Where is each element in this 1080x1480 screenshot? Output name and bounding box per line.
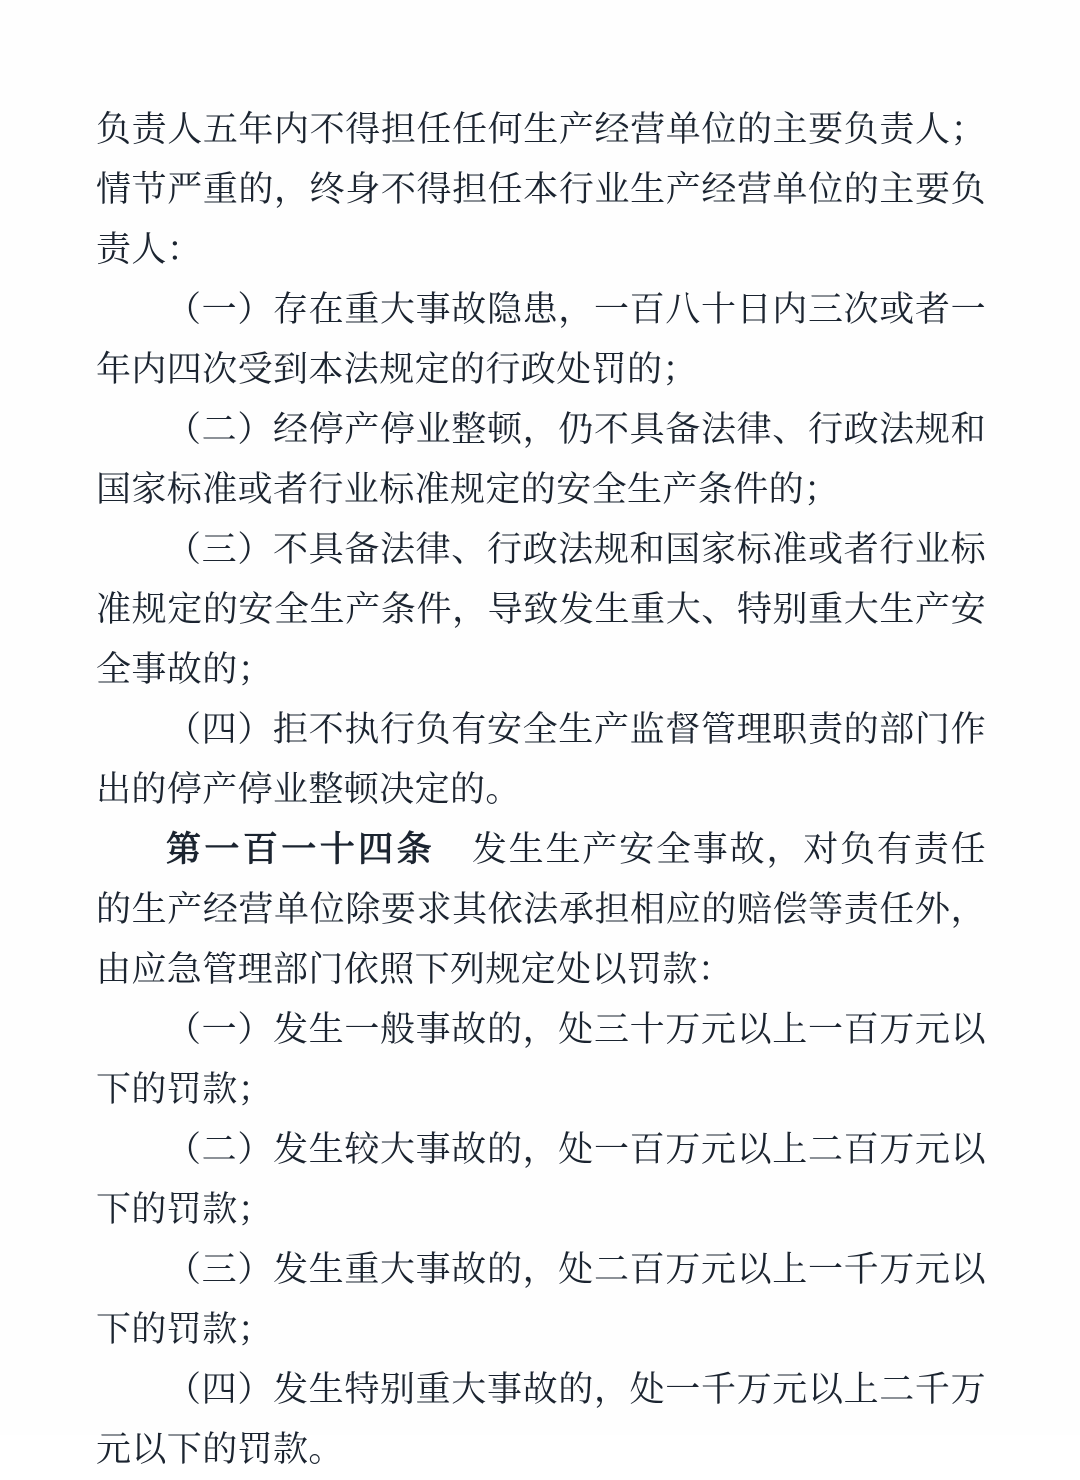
article-114-paragraph [96, 820, 986, 1000]
article-114-item-one: （一）发生一般事故的，处三十万元以上一百万元以下的罚款； [96, 1010, 986, 1110]
article-114-item-two: （二）发生较大事故的，处一百万元以上二百万元以下的罚款； [96, 1130, 986, 1230]
article-114-heading: 第一百一十四条 [166, 829, 435, 870]
document-body [96, 100, 986, 1480]
list-item-four: （四）拒不执行负有安全生产监督管理职责的部门作出的停产停业整顿决定的。 [96, 710, 986, 810]
article-114-body: 发生生产安全事故，对负有责任的生产经营单位除要求其依法承担相应的赔偿等责任外，由应急管理部门依照下列规定处以罚款： [96, 830, 986, 990]
article-114-spacer [435, 830, 472, 870]
list-item-one: （一）存在重大事故隐患，一百八十日内三次或者一年内四次受到本法规定的行政处罚的； [96, 290, 986, 390]
list-item-two: （二）经停产停业整顿，仍不具备法律、行政法规和国家标准或者行业标准规定的安全生产条件的； [96, 410, 986, 510]
article-114-item-three: （三）发生重大事故的，处二百万元以上一千万元以下的罚款； [96, 1250, 986, 1350]
article-114-item-four: （四）发生特别重大事故的，处一千万元以上二千万元以下的罚款。 [96, 1370, 986, 1470]
paragraph-continued: 负责人五年内不得担任任何生产经营单位的主要负责人；情节严重的，终身不得担任本行业生产经营单位的主要负责人： [96, 110, 986, 270]
list-item-three: （三）不具备法律、行政法规和国家标准或者行业标准规定的安全生产条件，导致发生重大、特别重大生产安全事故的； [96, 530, 986, 690]
